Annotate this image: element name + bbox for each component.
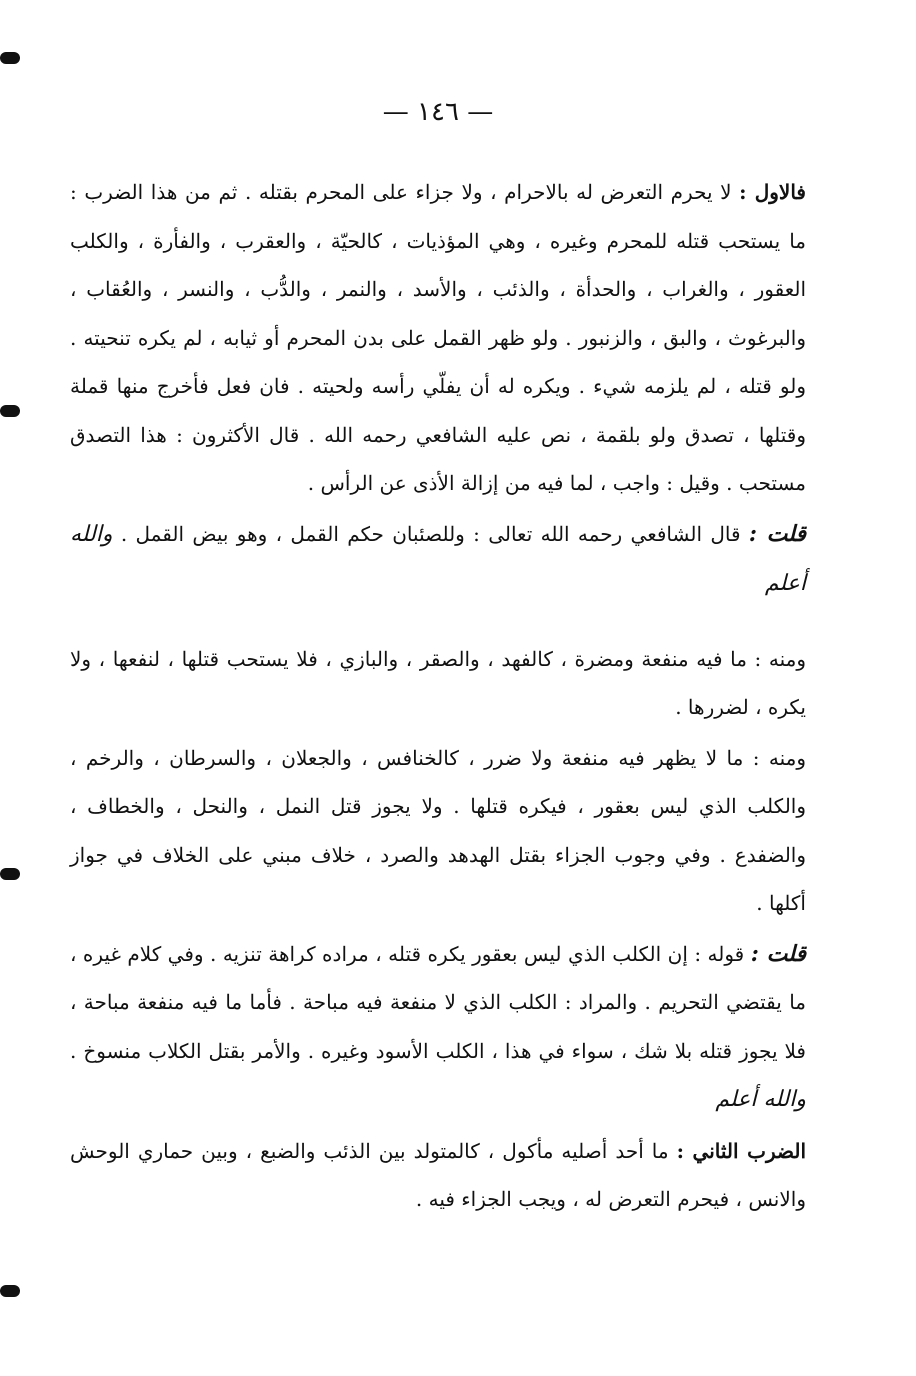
scan-edge-mark [0, 1285, 20, 1297]
paragraph-text: ما أحد أصليه مأكول ، كالمتولد بين الذئب والضبع ، وبين حماري الوحش والانس ، فيحرم التعرض له ، ويجب الجزاء فيه . [70, 1138, 806, 1211]
paragraph-lead: الضرب الثاني : [676, 1138, 807, 1163]
scan-edge-mark [0, 405, 20, 417]
paragraph [70, 734, 806, 928]
paragraph [70, 168, 806, 508]
paragraph-text: قال الشافعي رحمه الله تعالى : وللصئبان حكم القمل ، وهو بيض القمل . [120, 521, 741, 546]
paragraph-lead: قلت : [750, 940, 807, 967]
paragraph-lead: فالاول : [739, 180, 806, 204]
document-page [70, 92, 806, 1356]
scan-edge-mark [0, 868, 20, 880]
paragraph-text: ومنه : ما فيه منفعة ومضرة ، كالفهد ، والصقر ، والبازي ، فلا يستحب قتلها ، لنفعها ، ولا يكره ، لضررها . [70, 646, 806, 719]
paragraph-text: قوله : إن الكلب الذي ليس بعقور يكره قتله ، مراده كراهة تنزيه . وفي كلام غيره ، ما يقتضي التحريم . والمراد : الكلب الذي لا منفعة فيه مباحة . فأما ما فيه منفعة مباحة ، فلا يجوز قتله بلا شك ، سواء في هذا ، الكلب الأسود وغيره . والأمر بقتل الكلاب منسوخ . [70, 941, 806, 1063]
paragraph [70, 1127, 806, 1224]
paragraph [70, 510, 806, 609]
scan-edge-mark [0, 52, 20, 64]
signature: والله أعلم [70, 521, 806, 596]
page-number: — ١٤٦ — [382, 97, 494, 127]
paragraph-text: ومنه : ما لا يظهر فيه منفعة ولا ضرر ، كالخنافس ، والجعلان ، والسرطان ، والرخم ، والكلب الذي ليس بعقور ، فيكره قتلها . ولا يجوز قتل النمل ، والنحل ، والخطاف ، والضفدع . وفي وجوب الجزاء بقتل الهدهد والصرد ، خلاف مبني على الخلاف في جواز أكلها . [70, 745, 806, 915]
paragraph [70, 635, 806, 732]
paragraph-lead: قلت : [748, 520, 807, 547]
signature: والله أعلم [715, 1087, 806, 1112]
section-gap [70, 609, 806, 635]
paragraph [70, 930, 806, 1125]
paragraph-text: لا يحرم التعرض له بالاحرام ، ولا جزاء على المحرم بقتله . ثم من هذا الضرب : ما يستحب قتله للمحرم وغيره ، وهي المؤذيات ، كالحيّة ، والعقرب ، والفأرة ، والكلب العقور ، والغراب ، والحدأة ، والذئب ، والأسد ، والنمر ، والدُّب ، والنسر ، والعُقاب ، والبرغوث ، والبق ، والزنبور . ولو ظهر القمل على بدن المحرم أو ثيابه ، لم يكره تنحيته . ولو قتله ، لم يلزمه شيء . ويكره له أن يفلّي رأسه ولحيته . فان فعل فأخرج منها قملة وقتلها ، تصدق ولو بلقمة ، نص عليه الشافعي رحمه الله . قال الأكثرون : هذا التصدق مستحب . وقيل : واجب ، لما فيه من إزالة الأذى عن الرأس . [70, 180, 806, 495]
